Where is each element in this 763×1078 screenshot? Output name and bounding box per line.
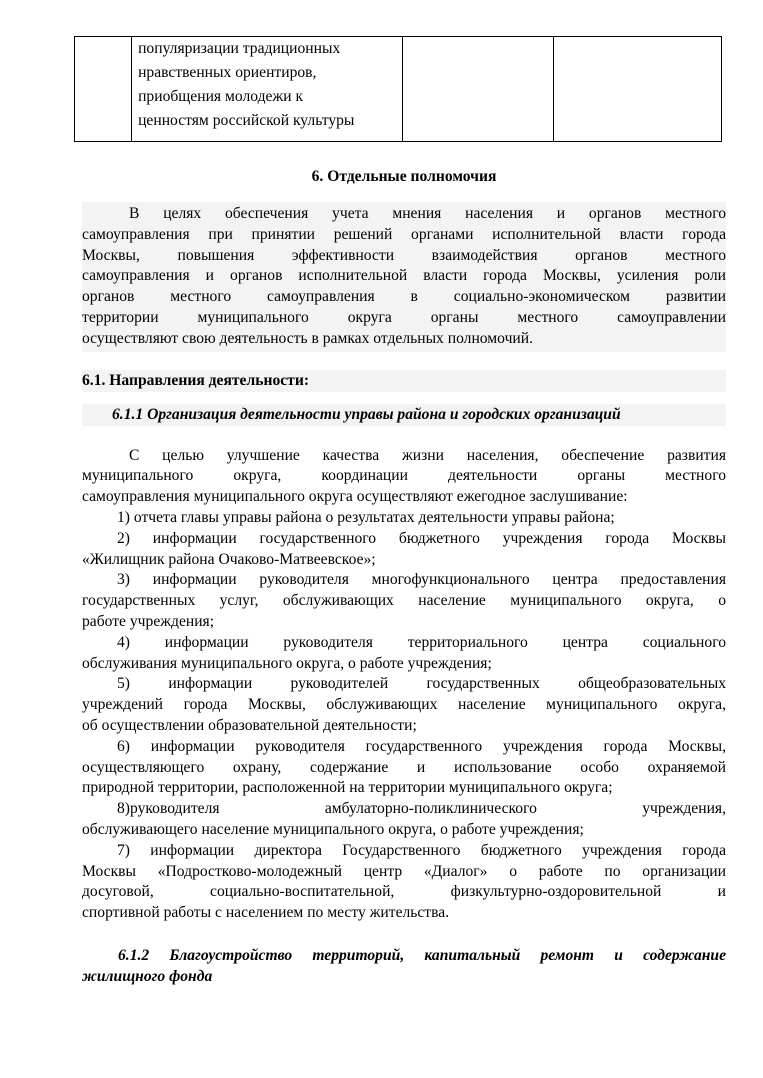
text-line: 6) информации руководителя государственного учреждения города Москвы, — [117, 737, 726, 755]
text-line: 4) информации руководителя территориального центра социального — [117, 633, 726, 651]
cell-line: популяризации традиционных — [138, 40, 341, 57]
cell-line: приобщения молодежи к — [138, 88, 304, 105]
text-line: муниципального округа, координации деятельности органы местного — [82, 467, 726, 485]
text-line: самоуправления и органов исполнительной власти города Москвы, усиления роли — [82, 267, 726, 285]
text-line: обслуживания муниципального округа, о работе учреждения; — [82, 654, 492, 672]
text-line: В целях обеспечения учета мнения населения и органов местного — [129, 205, 726, 222]
heading-line: 6.1.2 Благоустройство территорий, капитальный ремонт и содержание — [118, 946, 726, 964]
section-6-1-1-title: 6.1.1 Организация деятельности управы района и городских организаций — [82, 404, 726, 426]
text-line: «Жилищник района Очаково-Матвеевское»; — [82, 550, 376, 568]
text-line: государственных услуг, обслуживающих население муниципального округа, о — [82, 592, 726, 610]
table-cell-text — [132, 37, 403, 142]
table-continuation — [74, 36, 722, 142]
text-line: органов местного самоуправления в социально-экономическом развитии — [82, 288, 726, 306]
text-line: осуществляют свою деятельность в рамках отдельных полномочий. — [82, 329, 534, 347]
heading-line: жилищного фонда — [82, 967, 213, 985]
cell-line: нравственных ориентиров, — [138, 64, 317, 81]
text-line: 7) информации директора Государственного бюджетного учреждения города — [117, 841, 726, 859]
section-6-title: 6. Отдельные полномочия — [311, 168, 497, 185]
table-cell-empty — [403, 37, 553, 142]
text-line: об осуществлении образовательной деятельности; — [82, 716, 417, 734]
text-line: обслуживающего население муниципального округа, о работе учреждения; — [82, 820, 584, 838]
section-6-1-title: 6.1. Направления деятельности: — [82, 370, 726, 392]
table-cell-empty — [553, 37, 721, 142]
text-line: 2) информации государственного бюджетного учреждения города Москвы — [117, 529, 726, 547]
document-page — [82, 36, 726, 988]
section-6-intro — [82, 202, 726, 352]
text-line: осуществляющего охрану, содержание и использование особо охраняемой — [82, 758, 726, 776]
text-line: 3) информации руководителя многофункционального центра предоставления — [117, 571, 726, 589]
text-line: 5) информации руководителей государственных общеобразовательных — [117, 675, 726, 693]
text-line: С целью улучшение качества жизни населения, обеспечение развития — [129, 446, 726, 464]
section-6-1-2-title — [82, 946, 726, 988]
text-line: Москвы «Подростково-молодежный центр «Диалог» о работе по организации — [82, 862, 726, 880]
section-6-1-1-body — [82, 446, 726, 924]
table-cell-number — [75, 37, 132, 142]
text-line: учреждений города Москвы, обслуживающих население муниципального округа, — [82, 696, 726, 714]
text-line: территории муниципального округа органы местного самоуправлении — [82, 308, 726, 326]
text-line: Москвы, повышения эффективности взаимодействия органов местного — [82, 246, 726, 264]
text-line: 8)руководителя амбулаторно-поликлинического учреждения, — [117, 800, 726, 818]
text-line: 1) отчета главы управы района о результатах деятельности управы района; — [117, 508, 615, 526]
text-line: работе учреждения; — [82, 612, 215, 630]
text-line: спортивной работы с населением по месту жительства. — [82, 904, 450, 922]
table-row — [75, 37, 722, 142]
text-line: досуговой, социально-воспитательной, физкультурно-оздоровительной и — [82, 883, 726, 901]
text-line: природной территории, расположенной на территории муниципального округа; — [82, 779, 613, 797]
text-line: самоуправления при принятии решений органами исполнительной власти города — [82, 225, 726, 243]
text-line: самоуправления муниципального округа осуществляют ежегодное заслушивание: — [82, 488, 628, 506]
cell-line: ценностям российской культуры — [138, 112, 355, 129]
